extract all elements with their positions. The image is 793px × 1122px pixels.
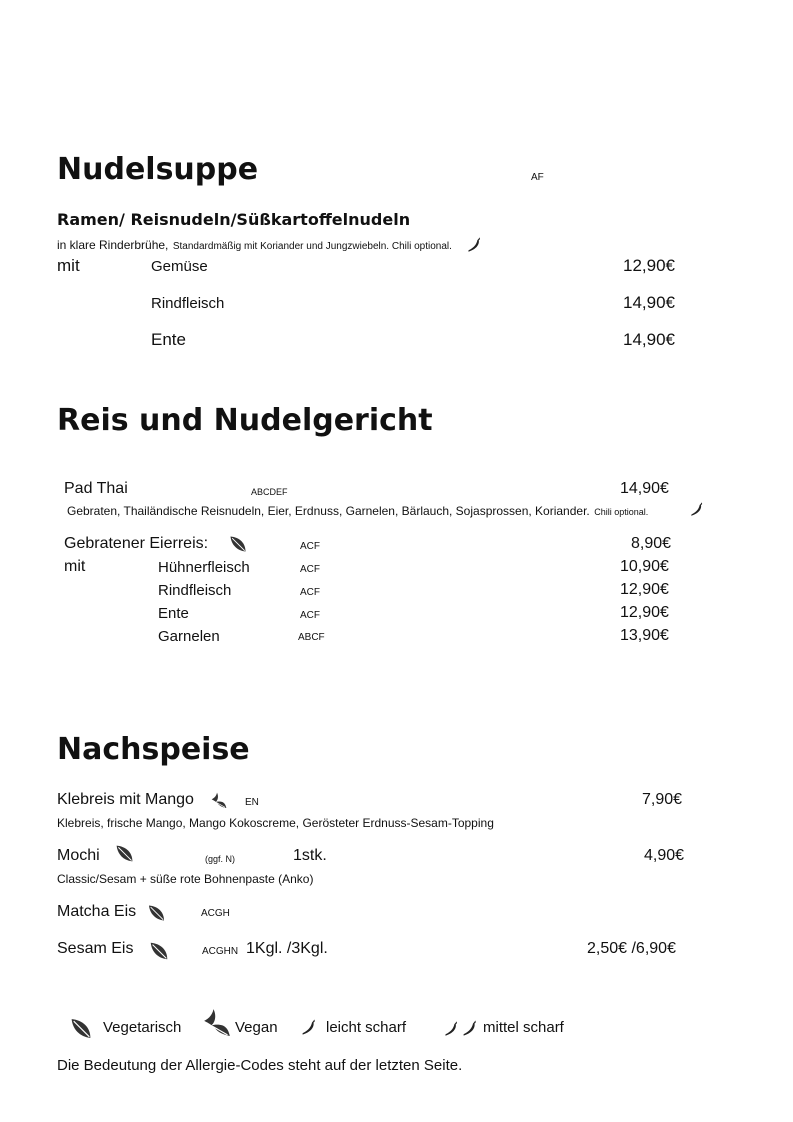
vegan-leaf-icon <box>211 792 227 808</box>
dish-subtitle: Ramen/ Reisnudeln/Süßkartoffelnudeln <box>57 210 411 229</box>
leaf-icon <box>146 903 167 923</box>
legend-vegetarian: Vegetarisch <box>103 1019 182 1036</box>
leaf-icon <box>114 843 135 864</box>
dish-description: Classic/Sesam + süße rote Bohnenpaste (Anko) <box>57 872 314 886</box>
menu-item-price: 8,90€ <box>631 535 672 552</box>
menu-item-name: Rindfleisch <box>158 582 232 599</box>
allergen-code: ACF <box>300 587 320 598</box>
with-label: mit <box>57 256 80 275</box>
chili-icon <box>443 1020 460 1037</box>
legend-mild: leicht scharf <box>326 1019 407 1036</box>
with-label: mit <box>64 558 86 575</box>
menu-item-name: Matcha Eis <box>57 903 137 920</box>
menu-item-price: 14,90€ <box>620 480 669 497</box>
description-small: Standardmäßig mit Koriander und Jungzwiebeln. Chili optional. <box>172 241 452 252</box>
dish-description <box>67 502 648 520</box>
menu-item-price: 7,90€ <box>642 791 683 808</box>
menu-item-name: Gemüse <box>151 258 208 275</box>
section-title-reis-nudel: Reis und Nudelgericht <box>57 403 433 438</box>
section-title-nudelsuppe: Nudelsuppe <box>57 152 259 187</box>
menu-item-name: Pad Thai <box>64 480 128 497</box>
menu-item-name: Rindfleisch <box>151 295 225 312</box>
allergen-code: ACGHN <box>202 946 239 957</box>
menu-item-price: 12,90€ <box>623 256 675 275</box>
allergen-code: ABCDEF <box>251 487 288 497</box>
chili-icon <box>461 1019 479 1037</box>
menu-item-price: 13,90€ <box>620 627 669 644</box>
menu-item-name: Mochi <box>57 847 100 864</box>
menu-item-price: 4,90€ <box>644 847 685 864</box>
description-small: Chili optional. <box>594 507 649 517</box>
menu-item-price: 14,90€ <box>623 330 675 349</box>
menu-item-name: Sesam Eis <box>57 940 134 957</box>
allergen-code: ACF <box>300 610 320 621</box>
item-quantity: 1stk. <box>293 847 327 864</box>
description-main: in klare Rinderbrühe, <box>57 238 169 252</box>
dish-description <box>57 236 452 254</box>
allergen-code: EN <box>245 797 259 808</box>
menu-item-name: Ente <box>151 330 186 349</box>
menu-item-price: 14,90€ <box>623 293 675 312</box>
vegan-leaf-icon <box>203 1007 231 1037</box>
legend-vegan: Vegan <box>235 1019 278 1036</box>
description-main: Gebraten, Thailändische Reisnudeln, Eier, Erdnuss, Garnelen, Bärlauch, Sojasprossen, Koriander. <box>67 504 590 518</box>
chili-icon <box>466 236 483 253</box>
allergen-code: ACGH <box>201 908 230 919</box>
section-title-nachspeise: Nachspeise <box>57 732 250 767</box>
menu-item-price: 12,90€ <box>620 604 669 621</box>
menu-item-name: Ente <box>158 605 189 622</box>
allergen-code: ACF <box>300 564 320 575</box>
leaf-icon <box>228 534 248 554</box>
menu-item-name: Klebreis mit Mango <box>57 791 194 808</box>
leaf-icon <box>68 1016 94 1041</box>
menu-item-price: 12,90€ <box>620 581 669 598</box>
menu-item-price: 2,50€ /6,90€ <box>587 940 676 957</box>
allergen-code: (ggf. N) <box>205 854 236 864</box>
menu-item-price: 10,90€ <box>620 558 669 575</box>
legend-medium: mittel scharf <box>483 1019 564 1036</box>
allergen-code: ABCF <box>298 632 325 643</box>
chili-icon <box>300 1018 318 1036</box>
menu-item-name: Gebratener Eierreis: <box>64 535 209 552</box>
allergen-code: ACF <box>300 541 320 552</box>
menu-item-name: Hühnerfleisch <box>158 559 250 576</box>
allergen-code: AF <box>531 172 544 183</box>
dish-description: Klebreis, frische Mango, Mango Kokoscreme, Gerösteter Erdnuss-Sesam-Topping <box>57 816 494 830</box>
allergy-footnote: Die Bedeutung der Allergie-Codes steht auf der letzten Seite. <box>57 1057 463 1074</box>
chili-icon <box>689 501 705 517</box>
leaf-icon <box>148 940 170 962</box>
item-quantity: 1Kgl. /3Kgl. <box>246 940 328 957</box>
menu-item-name: Garnelen <box>158 628 220 645</box>
